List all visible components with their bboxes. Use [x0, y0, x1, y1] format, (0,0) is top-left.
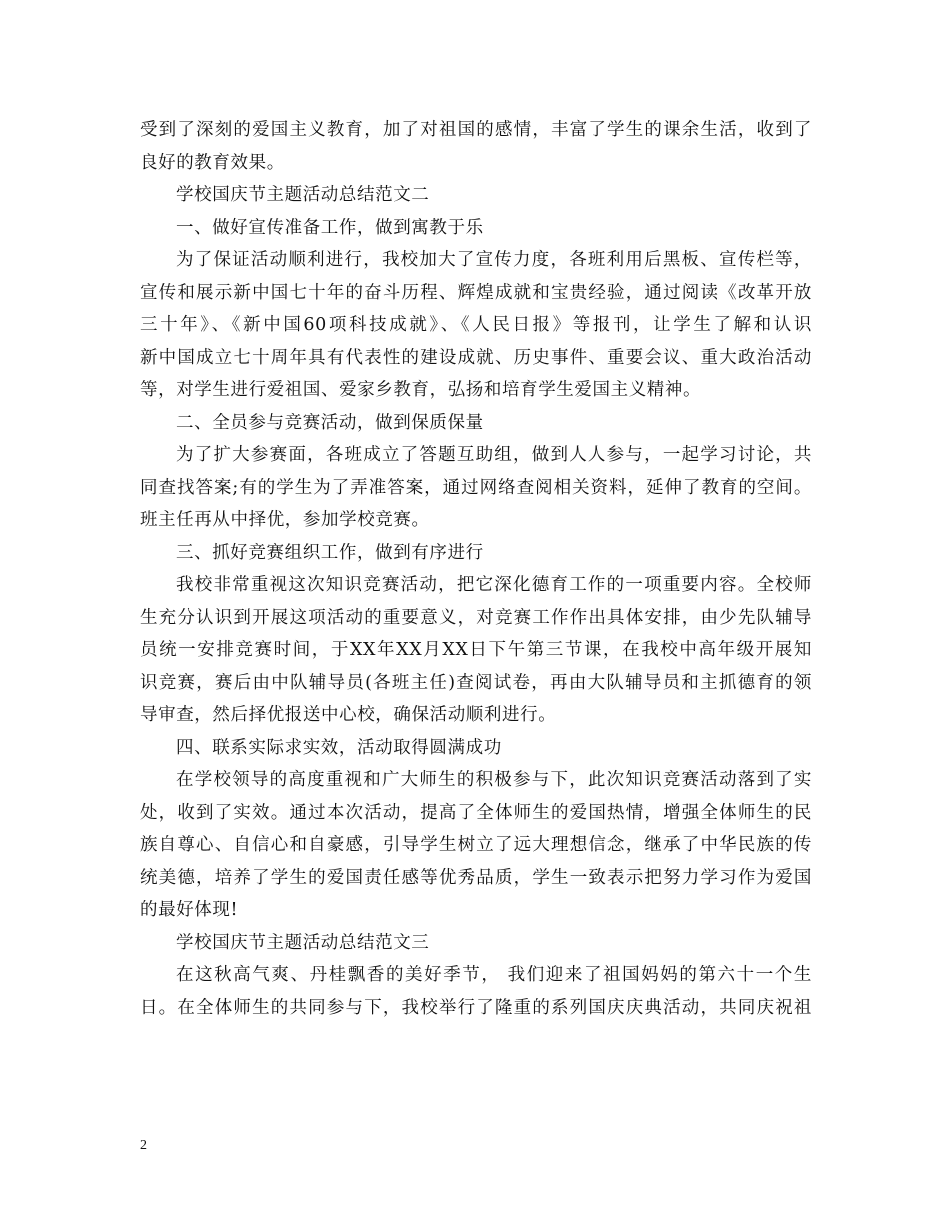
paragraph-line: 等，对学生进行爱祖国、爱家乡教育，弘扬和培育学生爱国主义精神。	[140, 380, 702, 400]
paragraph-line: 在学校领导的高度重视和广大师生的积极参与下，此次知识竞赛活动落到了实	[176, 770, 812, 790]
document-body	[140, 114, 812, 1024]
paragraph-line: 识竞赛，赛后由中队辅导员(各班主任)查阅试卷，再由大队辅导员和主抓德育的领	[140, 672, 812, 693]
paragraph-line: 宣传和展示新中国七十年的奋斗历程、辉煌成就和宝贵经验，通过阅读《改革开放	[140, 282, 812, 303]
section-heading: 四、联系实际求实效，活动取得圆满成功	[176, 737, 502, 758]
paragraph-line: 族自尊心、自信心和自豪感，引导学生树立了远大理想信念，继承了中华民族的传	[140, 835, 812, 855]
page-number: 2	[140, 1138, 147, 1153]
paragraph-line: 三十年》、《新中国60项科技成就》、《人民日报》等报刊，让学生了解和认识	[140, 315, 812, 335]
section-heading: 三、抓好竞赛组织工作，做到有序进行	[176, 542, 484, 563]
section-heading: 一、做好宣传准备工作，做到寓教于乐	[176, 217, 484, 238]
paragraph-line: 班主任再从中择优，参加学校竞赛。	[140, 510, 430, 530]
paragraph-line: 良好的教育效果。	[140, 152, 285, 173]
paragraph-line: 生充分认识到开展这项活动的重要意义，对竞赛工作作出具体安排，由少先队辅导	[140, 607, 812, 628]
section-title: 学校国庆节主题活动总结范文二	[176, 185, 430, 205]
paragraph-line: 为了扩大参赛面，各班成立了答题互助组，做到人人参与，一起学习讨论，共	[176, 445, 812, 465]
paragraph-line: 在这秋高气爽、丹桂飘香的美好季节， 我们迎来了祖国妈妈的第六十一个生	[176, 965, 812, 985]
paragraph-line: 统美德，培养了学生的爱国责任感等优秀品质，学生一致表示把努力学习作为爱国	[140, 867, 812, 888]
paragraph-line: 为了保证活动顺利进行，我校加大了宣传力度，各班利用后黑板、宣传栏等，	[176, 250, 812, 270]
paragraph-line: 受到了深刻的爱国主义教育，加了对祖国的感情，丰富了学生的课余生活，收到了	[140, 120, 812, 140]
paragraph-line: 的最好体现!	[140, 900, 239, 920]
paragraph-line: 员统一安排竞赛时间，于XX年XX月XX日下午第三节课，在我校中高年级开展知	[140, 640, 812, 660]
paragraph-line: 处，收到了实效。通过本次活动，提高了全体师生的爱国热情，增强全体师生的民	[140, 802, 812, 823]
paragraph-line: 日。在全体师生的共同参与下，我校举行了隆重的系列国庆庆典活动，共同庆祝祖	[140, 997, 812, 1018]
section-title: 学校国庆节主题活动总结范文三	[176, 932, 430, 953]
section-heading: 二、全员参与竞赛活动，做到保质保量	[176, 412, 484, 433]
paragraph-line: 新中国成立七十周年具有代表性的建设成就、历史事件、重要会议、重大政治活动	[140, 347, 812, 368]
paragraph-line: 导审查，然后择优报送中心校，确保活动顺利进行。	[140, 705, 557, 725]
paragraph-line: 我校非常重视这次知识竞赛活动，把它深化德育工作的一项重要内容。全校师	[176, 575, 812, 595]
paragraph-line: 同查找答案;有的学生为了弄准答案，通过网络查阅相关资料，延伸了教育的空间。	[140, 477, 812, 498]
